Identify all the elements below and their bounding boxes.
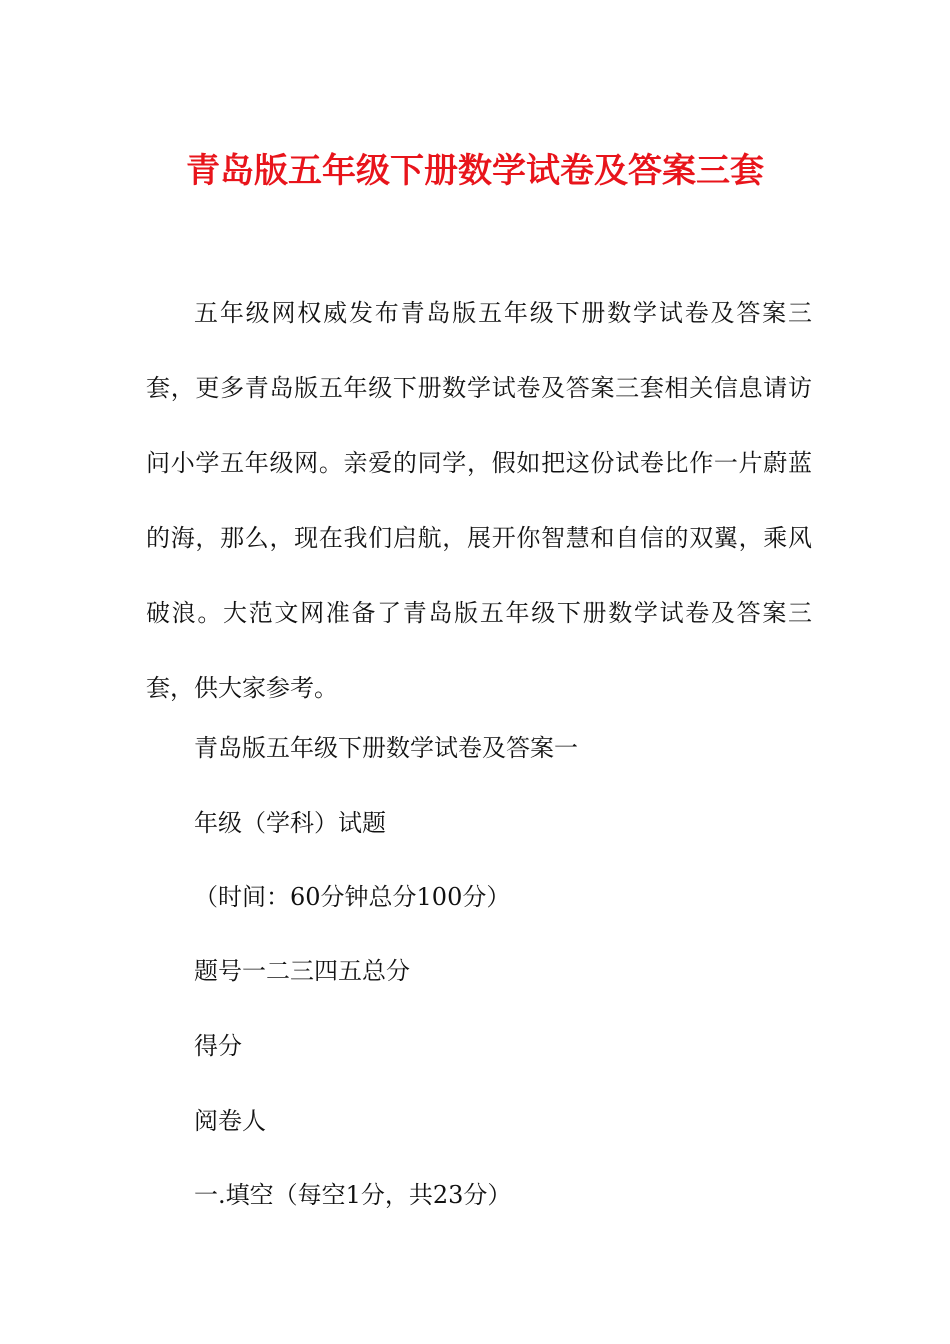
grade-subject-line: 年级（学科）试题 <box>194 809 386 837</box>
time-score-line: （时间：60分钟总分100分） <box>194 883 511 911</box>
section-heading-paper-one: 青岛版五年级下册数学试卷及答案一 <box>194 734 578 762</box>
score-row: 得分 <box>194 1032 242 1060</box>
document-title: 青岛版五年级下册数学试卷及答案三套 <box>186 151 764 191</box>
reviewer-row: 阅卷人 <box>194 1107 266 1135</box>
fill-in-section-heading: 一.填空（每空1分，共23分） <box>194 1181 512 1209</box>
intro-paragraph: 五年级网权威发布青岛版五年级下册数学试卷及答案三套，更多青岛版五年级下册数学试卷及答案三套相关信息请访问小学五年级网。亲爱的同学，假如把这份试卷比作一片蔚蓝的海，那么，现在我们启航，展开你智慧和自信的双翼，乘风破浪。大范文网准备了青岛版五年级下册数学试卷及答案三套，供大家参考。 <box>146 299 812 702</box>
question-number-row: 题号一二三四五总分 <box>194 957 410 985</box>
